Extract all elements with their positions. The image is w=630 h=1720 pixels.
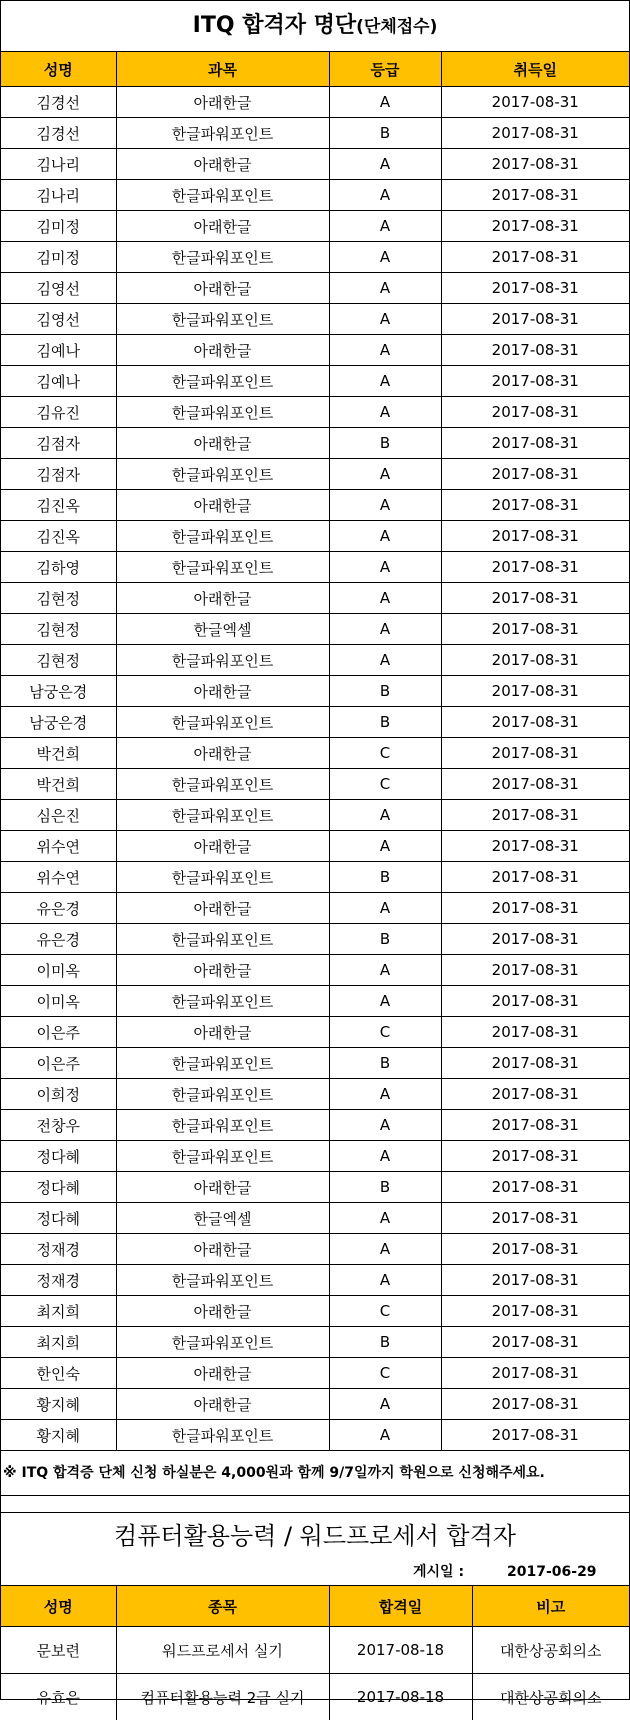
- cell-grade: B: [329, 1327, 441, 1358]
- cell-date: 2017-08-31: [441, 490, 629, 521]
- cell-grade: B: [329, 707, 441, 738]
- cell-grade: A: [329, 986, 441, 1017]
- cell-name: 김미정: [1, 211, 116, 242]
- cell-subject: 한글엑셀: [116, 1203, 329, 1234]
- cell-subject: 한글파워포인트: [116, 1420, 329, 1451]
- cell-name: 정다혜: [1, 1172, 116, 1203]
- cell-date: 2017-08-31: [441, 924, 629, 955]
- table-row: [1, 614, 629, 645]
- table-row: [1, 1048, 629, 1079]
- cell-grade: A: [329, 211, 441, 242]
- cell-date: 2017-08-31: [441, 1110, 629, 1141]
- table-row: [1, 1296, 629, 1327]
- cell-subject: 한글파워포인트: [116, 366, 329, 397]
- header-grade: 등급: [329, 52, 441, 87]
- cell-name: 김나리: [1, 149, 116, 180]
- cell-subject: 한글파워포인트: [116, 180, 329, 211]
- cell-date: 2017-08-31: [441, 645, 629, 676]
- table-row: [1, 1358, 629, 1389]
- table-row: [1, 1172, 629, 1203]
- table-row: [1, 1627, 629, 1674]
- cell-name: 이은주: [1, 1048, 116, 1079]
- table-row: [1, 180, 629, 211]
- cell-date: 2017-08-31: [441, 1358, 629, 1389]
- cell-grade: A: [329, 149, 441, 180]
- cell-pass-date: 2017-08-18: [329, 1627, 472, 1674]
- cell-date: 2017-08-31: [441, 1389, 629, 1420]
- cell-subject: 아래한글: [116, 831, 329, 862]
- itq-title: [1, 1, 629, 52]
- itq-title-main: ITQ 합격자 명단: [193, 13, 356, 38]
- cell-subject: 한글파워포인트: [116, 459, 329, 490]
- cell-name: 박건희: [1, 769, 116, 800]
- table-row: [1, 800, 629, 831]
- cell-grade: A: [329, 180, 441, 211]
- cell-date: 2017-08-31: [441, 211, 629, 242]
- posted-label: 게시일 :: [413, 1559, 464, 1585]
- cell-name: 황지혜: [1, 1420, 116, 1451]
- table-row: [1, 490, 629, 521]
- cell-grade: A: [329, 893, 441, 924]
- table-row: [1, 1420, 629, 1451]
- table-row: [1, 1265, 629, 1296]
- cell-remark: 대한상공회의소: [472, 1674, 629, 1720]
- itq-table-body: [1, 87, 629, 1451]
- cell-name: 이미옥: [1, 955, 116, 986]
- computer-section: [1, 1512, 629, 1720]
- cell-date: 2017-08-31: [441, 1234, 629, 1265]
- cell-subject: 아래한글: [116, 273, 329, 304]
- cell-date: 2017-08-31: [441, 862, 629, 893]
- cell-name: 김하영: [1, 552, 116, 583]
- cell-grade: C: [329, 769, 441, 800]
- posted-date-line: [1, 1559, 629, 1585]
- header-subject: 과목: [116, 52, 329, 87]
- table-row: [1, 645, 629, 676]
- cell-subject: 한글파워포인트: [116, 552, 329, 583]
- table-row: [1, 1203, 629, 1234]
- cell-name: 김영선: [1, 273, 116, 304]
- cell-date: 2017-08-31: [441, 397, 629, 428]
- table-row: [1, 552, 629, 583]
- cell-name: 정재경: [1, 1234, 116, 1265]
- cell-grade: B: [329, 862, 441, 893]
- cell-date: 2017-08-31: [441, 986, 629, 1017]
- cell-subject: 아래한글: [116, 1389, 329, 1420]
- cell-name: 한인숙: [1, 1358, 116, 1389]
- table-row: [1, 1079, 629, 1110]
- cell-date: 2017-08-31: [441, 118, 629, 149]
- cell-name: 심은진: [1, 800, 116, 831]
- cell-date: 2017-08-31: [441, 1327, 629, 1358]
- itq-header-row: [1, 52, 629, 87]
- cell-pass-date: 2017-08-18: [329, 1674, 472, 1720]
- table-row: [1, 955, 629, 986]
- header-event: 종목: [116, 1586, 329, 1627]
- cell-name: 남궁은경: [1, 707, 116, 738]
- cell-subject: 한글파워포인트: [116, 1327, 329, 1358]
- cell-name: 최지희: [1, 1327, 116, 1358]
- cell-subject: 한글파워포인트: [116, 645, 329, 676]
- header-name: 성명: [1, 52, 116, 87]
- cell-subject: 아래한글: [116, 428, 329, 459]
- cell-name: 김현정: [1, 583, 116, 614]
- cell-date: 2017-08-31: [441, 552, 629, 583]
- cell-name: 황지혜: [1, 1389, 116, 1420]
- cell-date: 2017-08-31: [441, 614, 629, 645]
- cell-grade: A: [329, 366, 441, 397]
- cell-subject: 아래한글: [116, 893, 329, 924]
- cell-subject: 아래한글: [116, 583, 329, 614]
- header-name: 성명: [1, 1586, 116, 1627]
- cell-grade: C: [329, 1017, 441, 1048]
- cell-name: 이희정: [1, 1079, 116, 1110]
- cell-subject: 한글파워포인트: [116, 1079, 329, 1110]
- cell-name: 이미옥: [1, 986, 116, 1017]
- cell-date: 2017-08-31: [441, 459, 629, 490]
- cell-date: 2017-08-31: [441, 149, 629, 180]
- table-row: [1, 1110, 629, 1141]
- cell-grade: B: [329, 676, 441, 707]
- table-row: [1, 707, 629, 738]
- cell-grade: A: [329, 1203, 441, 1234]
- cell-subject: 한글파워포인트: [116, 521, 329, 552]
- cell-grade: A: [329, 87, 441, 118]
- computer-header-row: [1, 1586, 629, 1627]
- table-row: [1, 1389, 629, 1420]
- itq-note: ※ ITQ 합격증 단체 신청 하실분은 4,000원과 함께 9/7일까지 학원으로 신청해주세요.: [1, 1451, 629, 1496]
- cell-subject: 한글파워포인트: [116, 242, 329, 273]
- cell-name: 김점자: [1, 459, 116, 490]
- cell-date: 2017-08-31: [441, 1296, 629, 1327]
- cell-grade: B: [329, 428, 441, 459]
- cell-grade: A: [329, 831, 441, 862]
- table-row: [1, 924, 629, 955]
- cell-name: 김나리: [1, 180, 116, 211]
- header-pass-date: 합격일: [329, 1586, 472, 1627]
- cell-name: 위수연: [1, 862, 116, 893]
- cell-date: 2017-08-31: [441, 707, 629, 738]
- cell-date: 2017-08-31: [441, 583, 629, 614]
- cell-grade: A: [329, 397, 441, 428]
- cell-grade: A: [329, 552, 441, 583]
- cell-subject: 한글파워포인트: [116, 769, 329, 800]
- table-row: [1, 428, 629, 459]
- cell-grade: A: [329, 304, 441, 335]
- cell-date: 2017-08-31: [441, 1265, 629, 1296]
- cell-date: 2017-08-31: [441, 1079, 629, 1110]
- cell-date: 2017-08-31: [441, 1141, 629, 1172]
- cell-subject: 한글파워포인트: [116, 397, 329, 428]
- cell-name: 최지희: [1, 1296, 116, 1327]
- cell-name: 박건희: [1, 738, 116, 769]
- table-row: [1, 366, 629, 397]
- cell-subject: 한글파워포인트: [116, 304, 329, 335]
- table-row: [1, 986, 629, 1017]
- cell-name: 유은경: [1, 924, 116, 955]
- cell-remark: 대한상공회의소: [472, 1627, 629, 1674]
- cell-grade: C: [329, 738, 441, 769]
- cell-event: 컴퓨터활용능력 2급 실기: [116, 1674, 329, 1720]
- cell-grade: A: [329, 273, 441, 304]
- cell-date: 2017-08-31: [441, 1420, 629, 1451]
- table-row: [1, 1674, 629, 1720]
- table-row: [1, 149, 629, 180]
- cell-name: 위수연: [1, 831, 116, 862]
- cell-grade: A: [329, 583, 441, 614]
- table-row: [1, 1017, 629, 1048]
- cell-subject: 한글파워포인트: [116, 118, 329, 149]
- computer-table-body: [1, 1627, 629, 1720]
- cell-date: 2017-08-31: [441, 180, 629, 211]
- cell-event: 워드프로세서 실기: [116, 1627, 329, 1674]
- cell-subject: 아래한글: [116, 738, 329, 769]
- cell-name: 유은경: [1, 893, 116, 924]
- table-row: [1, 521, 629, 552]
- cell-name: 김점자: [1, 428, 116, 459]
- cell-subject: 아래한글: [116, 676, 329, 707]
- cell-subject: 아래한글: [116, 211, 329, 242]
- cell-grade: A: [329, 800, 441, 831]
- cell-grade: A: [329, 242, 441, 273]
- table-row: [1, 211, 629, 242]
- cell-date: 2017-08-31: [441, 1017, 629, 1048]
- cell-subject: 아래한글: [116, 1296, 329, 1327]
- cell-date: 2017-08-31: [441, 273, 629, 304]
- cell-subject: 아래한글: [116, 1234, 329, 1265]
- itq-results-table: [1, 52, 629, 1451]
- table-row: [1, 893, 629, 924]
- cell-date: 2017-08-31: [441, 769, 629, 800]
- cell-grade: A: [329, 614, 441, 645]
- cell-grade: A: [329, 1234, 441, 1265]
- cell-date: 2017-08-31: [441, 831, 629, 862]
- table-row: [1, 397, 629, 428]
- table-row: [1, 1327, 629, 1358]
- cell-name: 김경선: [1, 87, 116, 118]
- section-gap: [1, 1496, 629, 1512]
- table-row: [1, 769, 629, 800]
- cell-subject: 한글파워포인트: [116, 862, 329, 893]
- cell-name: 문보련: [1, 1627, 116, 1674]
- cell-date: 2017-08-31: [441, 955, 629, 986]
- table-row: [1, 459, 629, 490]
- cell-name: 유효은: [1, 1674, 116, 1720]
- table-row: [1, 242, 629, 273]
- table-row: [1, 1141, 629, 1172]
- cell-date: 2017-08-31: [441, 87, 629, 118]
- cell-subject: 한글파워포인트: [116, 707, 329, 738]
- table-row: [1, 118, 629, 149]
- table-row: [1, 304, 629, 335]
- cell-grade: C: [329, 1358, 441, 1389]
- cell-subject: 아래한글: [116, 955, 329, 986]
- cell-date: 2017-08-31: [441, 738, 629, 769]
- cell-subject: 아래한글: [116, 1017, 329, 1048]
- cell-subject: 아래한글: [116, 490, 329, 521]
- cell-grade: A: [329, 1141, 441, 1172]
- cell-grade: A: [329, 490, 441, 521]
- cell-subject: 아래한글: [116, 1358, 329, 1389]
- cell-subject: 한글파워포인트: [116, 1141, 329, 1172]
- cell-name: 김현정: [1, 645, 116, 676]
- cell-name: 김경선: [1, 118, 116, 149]
- table-row: [1, 831, 629, 862]
- cell-date: 2017-08-31: [441, 893, 629, 924]
- cell-grade: A: [329, 645, 441, 676]
- cell-name: 정재경: [1, 1265, 116, 1296]
- cell-name: 김진옥: [1, 521, 116, 552]
- cell-grade: A: [329, 1389, 441, 1420]
- cell-name: 김영선: [1, 304, 116, 335]
- table-row: [1, 583, 629, 614]
- cell-name: 남궁은경: [1, 676, 116, 707]
- cell-date: 2017-08-31: [441, 304, 629, 335]
- cell-date: 2017-08-31: [441, 1172, 629, 1203]
- posted-date: 2017-06-29: [507, 1559, 597, 1585]
- cell-grade: A: [329, 1420, 441, 1451]
- table-row: [1, 87, 629, 118]
- cell-date: 2017-08-31: [441, 242, 629, 273]
- cell-date: 2017-08-31: [441, 521, 629, 552]
- cell-grade: A: [329, 1265, 441, 1296]
- cell-date: 2017-08-31: [441, 1048, 629, 1079]
- cell-subject: 아래한글: [116, 1172, 329, 1203]
- table-row: [1, 676, 629, 707]
- table-row: [1, 862, 629, 893]
- cell-name: 김미정: [1, 242, 116, 273]
- cell-grade: B: [329, 1172, 441, 1203]
- cell-date: 2017-08-31: [441, 335, 629, 366]
- table-row: [1, 738, 629, 769]
- cell-grade: B: [329, 924, 441, 955]
- cell-name: 전창우: [1, 1110, 116, 1141]
- cell-date: 2017-08-31: [441, 676, 629, 707]
- cell-name: 정다혜: [1, 1203, 116, 1234]
- header-remark: 비고: [472, 1586, 629, 1627]
- cell-date: 2017-08-31: [441, 1203, 629, 1234]
- cell-subject: 한글파워포인트: [116, 800, 329, 831]
- cell-date: 2017-08-31: [441, 428, 629, 459]
- cell-date: 2017-08-31: [441, 800, 629, 831]
- cell-subject: 아래한글: [116, 335, 329, 366]
- cell-name: 김진옥: [1, 490, 116, 521]
- cell-subject: 한글파워포인트: [116, 1110, 329, 1141]
- cell-subject: 아래한글: [116, 149, 329, 180]
- cell-subject: 한글파워포인트: [116, 924, 329, 955]
- cell-grade: B: [329, 1048, 441, 1079]
- table-row: [1, 1234, 629, 1265]
- cell-grade: A: [329, 335, 441, 366]
- cell-date: 2017-08-31: [441, 366, 629, 397]
- cell-name: 김예나: [1, 366, 116, 397]
- itq-title-sub: (단체접수): [356, 17, 437, 37]
- cell-grade: A: [329, 1079, 441, 1110]
- cell-subject: 한글파워포인트: [116, 986, 329, 1017]
- cell-grade: A: [329, 1110, 441, 1141]
- cell-grade: B: [329, 118, 441, 149]
- cell-name: 김유진: [1, 397, 116, 428]
- cell-grade: C: [329, 1296, 441, 1327]
- cell-name: 이은주: [1, 1017, 116, 1048]
- cell-grade: A: [329, 459, 441, 490]
- cell-name: 김예나: [1, 335, 116, 366]
- computer-title: 컴퓨터활용능력 / 워드프로세서 합격자: [1, 1513, 629, 1559]
- cell-grade: A: [329, 955, 441, 986]
- cell-subject: 아래한글: [116, 87, 329, 118]
- cell-subject: 한글엑셀: [116, 614, 329, 645]
- cell-name: 김현정: [1, 614, 116, 645]
- table-row: [1, 273, 629, 304]
- header-date: 취득일: [441, 52, 629, 87]
- table-row: [1, 335, 629, 366]
- cell-subject: 한글파워포인트: [116, 1265, 329, 1296]
- cell-name: 정다혜: [1, 1141, 116, 1172]
- cell-subject: 한글파워포인트: [116, 1048, 329, 1079]
- cell-grade: A: [329, 521, 441, 552]
